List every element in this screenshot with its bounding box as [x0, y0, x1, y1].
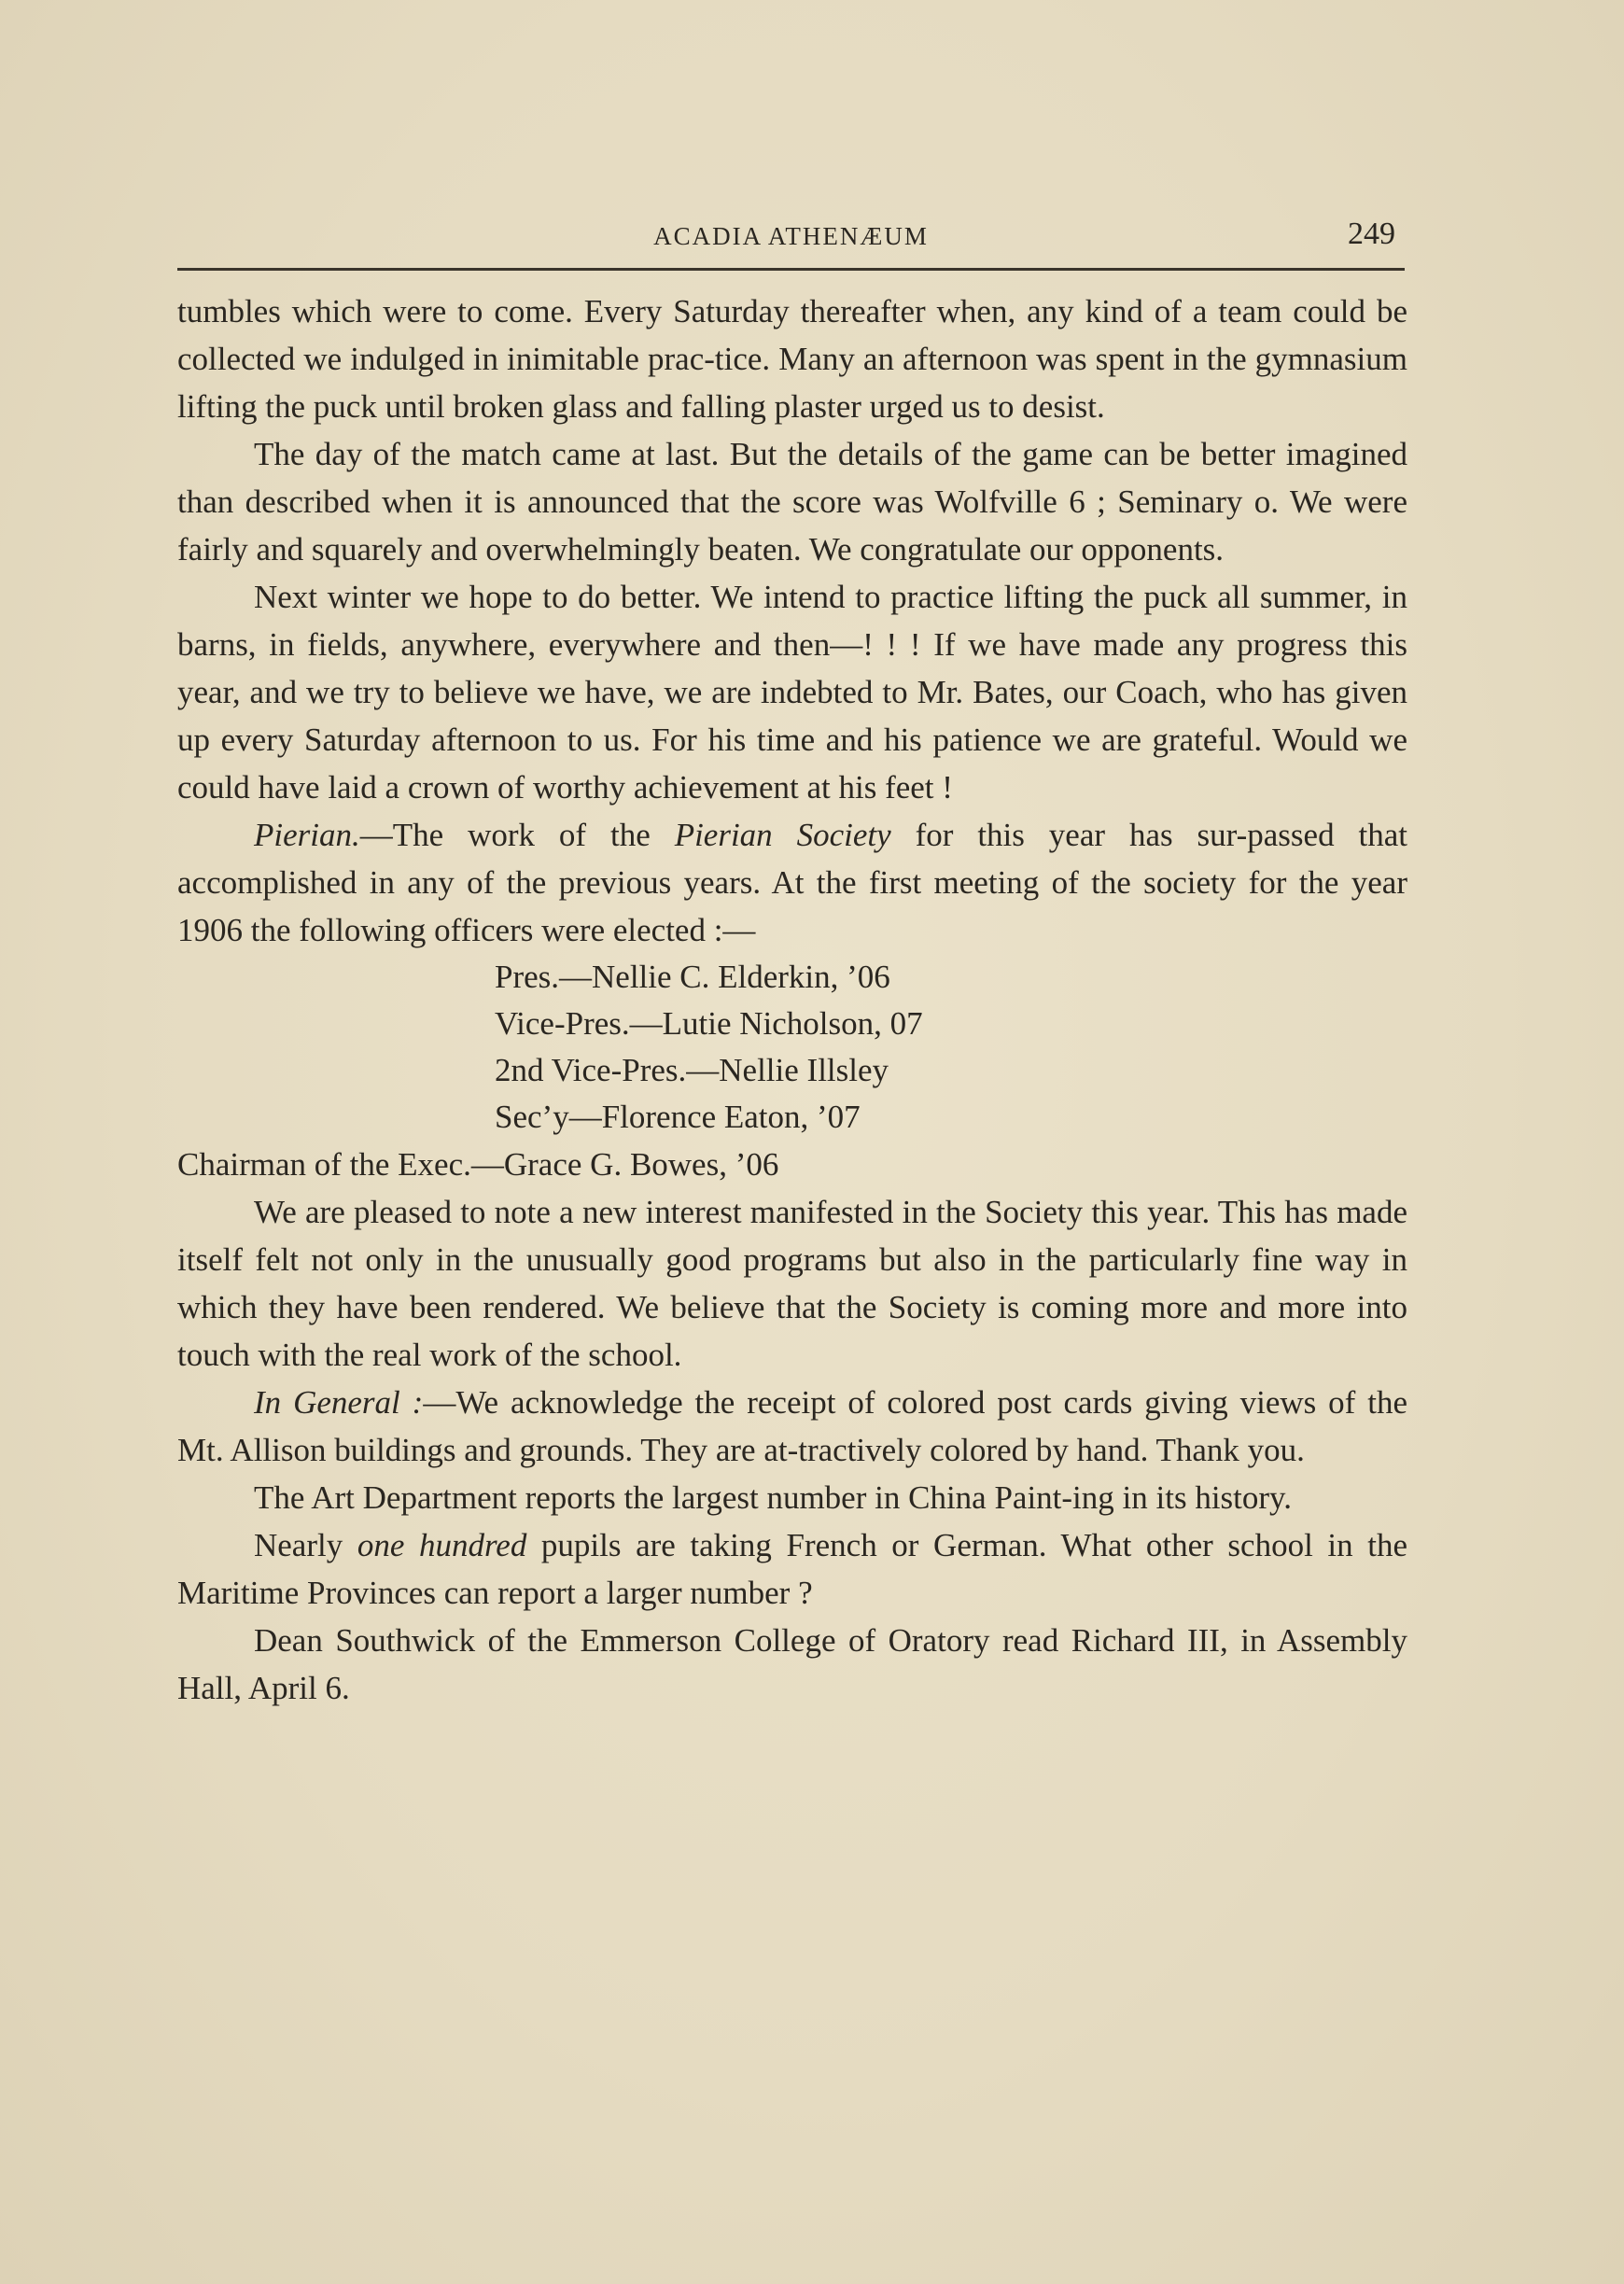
paragraph-7: The Art Department reports the largest number in China Paint-ing in its history.: [254, 1479, 1293, 1516]
in-general-text: —We acknowledge the receipt of colored post cards giving views of the Mt. Allison buildings and grounds. They are at-tractively colored by hand. Thank you.: [177, 1384, 1407, 1468]
article-body: [177, 287, 1407, 1712]
paragraph-9: Dean Southwick of the Emmerson College of Oratory read Richard III, in Assembly Hall, April 6.: [177, 1622, 1407, 1706]
p8-text-a: Nearly: [254, 1527, 357, 1563]
paragraph-3: Next winter we hope to do better. We intend to practice lifting the puck all summer, in barns, in fields, anywhere, everywhere and then—! ! ! If we have made any progress this year, and we try to believe we have, we are indebted to Mr. Bates, our Coach, who has given up every Saturday afternoon to us. For his time and his patience we are grateful. Would we could have laid a crown of worthy achievement at his feet !: [177, 579, 1407, 806]
page-header: [177, 217, 1405, 269]
officer-president: Pres.—Nellie C. Elderkin, ’06: [495, 959, 890, 995]
officer-vice-president: Vice-Pres.—Lutie Nicholson, 07: [495, 1005, 923, 1042]
paragraph-1: tumbles which were to come. Every Saturday thereafter when, any kind of a team could be collected we indulged in inimitable prac-tice. Many an afternoon was spent in the gymnasium lifting the puck until broken glass and falling plaster urged us to desist.: [177, 293, 1407, 425]
paragraph-8: [177, 1521, 1407, 1617]
officer-chairman: Chairman of the Exec.—Grace G. Bowes, ’06: [177, 1146, 779, 1183]
officer-secretary: Sec’y—Florence Eaton, ’07: [495, 1099, 861, 1135]
paragraph-in-general: [177, 1379, 1407, 1474]
p8-emphasis: one hundred: [357, 1527, 527, 1563]
paragraph-2: The day of the match came at last. But the details of the game can be better imagined than described when it is announced that the score was Wolfville 6 ; Seminary o. We were fairly and squarely and overwhelmingly beaten. We congratulate our opponents.: [177, 436, 1407, 567]
page-number: 249: [1348, 217, 1395, 251]
section-heading-pierian: Pierian.: [254, 817, 360, 853]
officer-second-vice-president: 2nd Vice-Pres.—Nellie Illsley: [495, 1052, 889, 1088]
running-title: ACADIA ATHENÆUM: [653, 222, 929, 250]
pierian-society-name: Pierian Society: [674, 817, 891, 853]
pierian-text-b: for this year has sur-passed that accomplished in any of the previous years. At the first meeting of the society for the year 1906 the following officers were elected :—: [177, 817, 1407, 948]
officers-list: [495, 954, 1407, 1141]
section-heading-in-general: In General :: [254, 1384, 424, 1421]
pierian-text-a: —The work of the: [359, 817, 675, 853]
paragraph-pierian: [177, 811, 1407, 954]
p8-text-b: pupils are taking French or German. What other school in the Maritime Provinces can report a larger number ?: [177, 1527, 1407, 1611]
header-rule: [177, 268, 1405, 271]
paragraph-5: We are pleased to note a new interest manifested in the Society this year. This has made itself felt not only in the unusually good programs but also in the particularly fine way in which they have been rendered. We believe that the Society is coming more and more into touch with the real work of the school.: [177, 1194, 1407, 1373]
